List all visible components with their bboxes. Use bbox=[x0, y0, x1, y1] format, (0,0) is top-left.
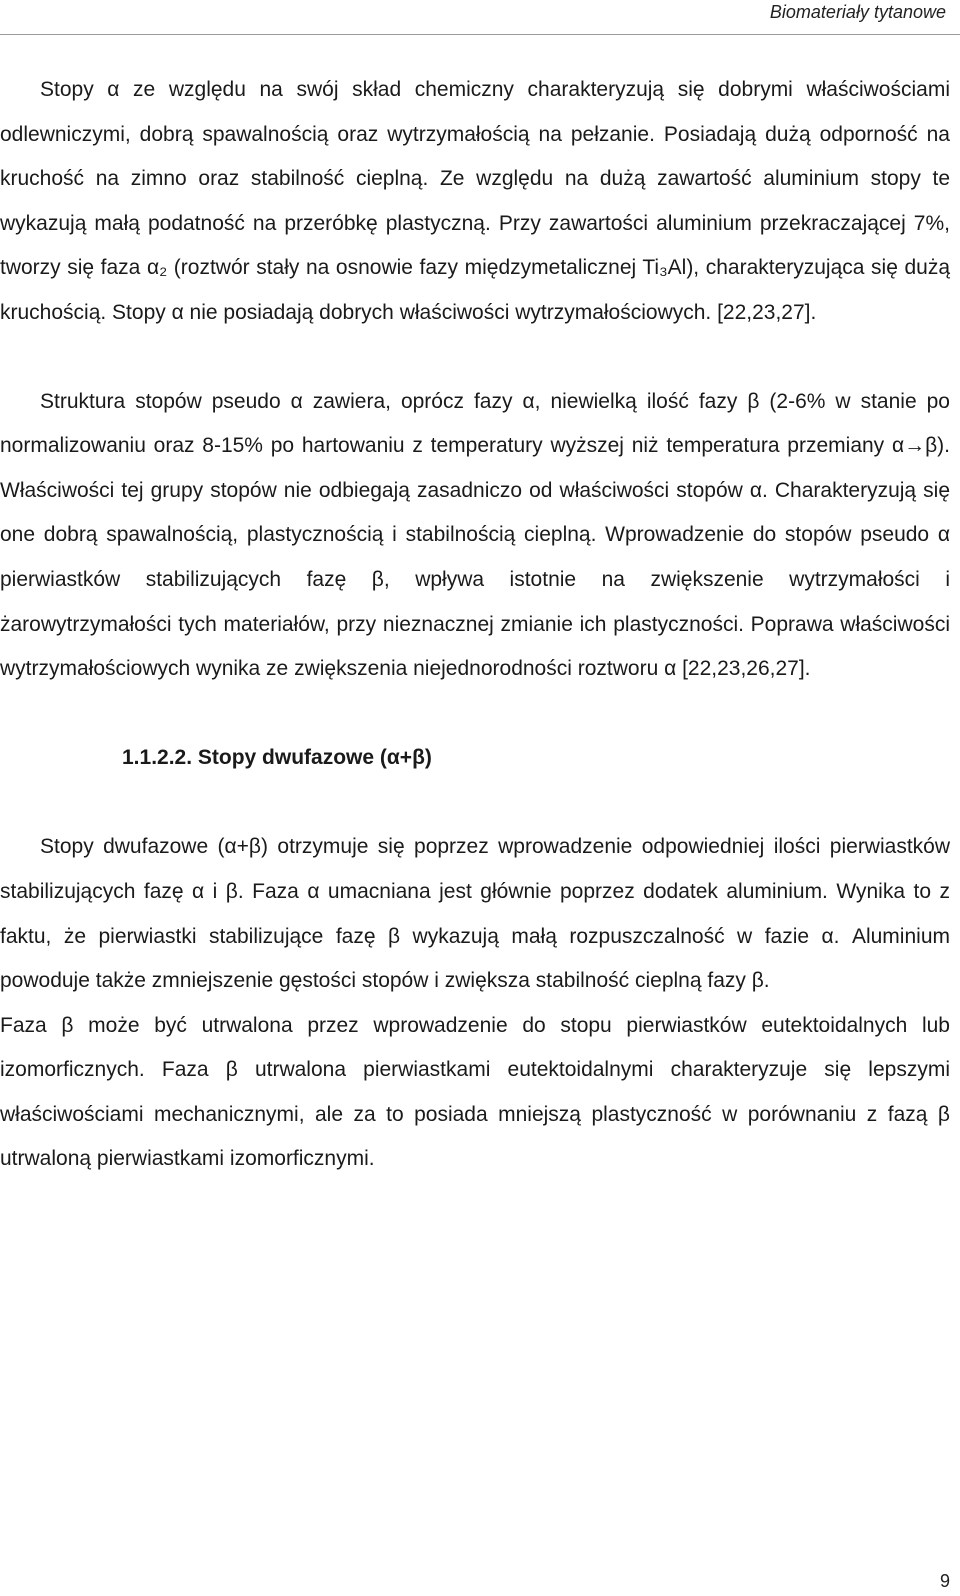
running-header-title: Biomateriały tytanowe bbox=[769, 2, 946, 22]
page-body bbox=[0, 68, 950, 1182]
paragraph-pseudo-alpha-alloys: Struktura stopów pseudo α zawiera, oprócz fazy α, niewielką ilość fazy β (2-6% w stanie po normalizowaniu oraz 8-15% po hartowaniu z temperatury wyższej niż temperatura przemiany α→β). Właściwości tej grupy stopów nie odbiegają zasadniczo od właściwości stopów α. Charakteryzują się one dobrą spawalnością, plastycznością i stabilnością cieplną. Wprowadzenie do stopów pseudo α pierwiastków stabilizujących fazę β, wpływa istotnie na zwiększenie wytrzymałości i żarowytrzymałości tych materiałów, przy nieznacznej zmianie ich plastyczności. Poprawa właściwości wytrzymałościowych wynika ze zwiększenia niejednorodności roztworu α [22,23,26,27]. bbox=[0, 389, 950, 681]
paragraph-two-phase-alloys: Stopy dwufazowe (α+β) otrzymuje się poprzez wprowadzenie odpowiedniej ilości pierwiastków stabilizujących fazę α i β. Faza α umacniana jest głównie poprzez dodatek aluminium. Wynika to z faktu, że pierwiastki stabilizujące fazę β wykazują małą rozpuszczalność w fazie α. Aluminium powoduje także zmniejszenie gęstości stopów i zwiększa stabilność cieplną fazy β. bbox=[0, 835, 950, 993]
page-number: 9 bbox=[939, 1571, 950, 1591]
section-heading: 1.1.2.2. Stopy dwufazowe (α+β) bbox=[122, 745, 432, 769]
page-header bbox=[0, 0, 960, 35]
paragraph-beta-phase: Faza β może być utrwalona przez wprowadzenie do stopu pierwiastków eutektoidalnych lub izomorficznych. Faza β utrwalona pierwiastkami eutektoidalnymi charakteryzuje się lepszymi właściwościami mechanicznymi, ale za to posiada mniejszą plastyczność w porównaniu z fazą β utrwaloną pierwiastkami izomorficznymi. bbox=[0, 1013, 950, 1171]
paragraph-alpha-alloys: Stopy α ze względu na swój skład chemiczny charakteryzują się dobrymi właściwościami odlewniczymi, dobrą spawalnością oraz wytrzymałością na pełzanie. Posiadają dużą odporność na kruchość na zimno oraz stabilność cieplną. Ze względu na dużą zawartość aluminium stopy te wykazują małą podatność na przeróbkę plastyczną. Przy zawartości aluminium przekraczającej 7%, tworzy się faza α₂ (roztwór stały na osnowie fazy międzymetalicznej Ti₃Al), charakteryzująca się dużą kruchością. Stopy α nie posiadają dobrych właściwości wytrzymałościowych. [22,23,27]. bbox=[0, 78, 950, 324]
